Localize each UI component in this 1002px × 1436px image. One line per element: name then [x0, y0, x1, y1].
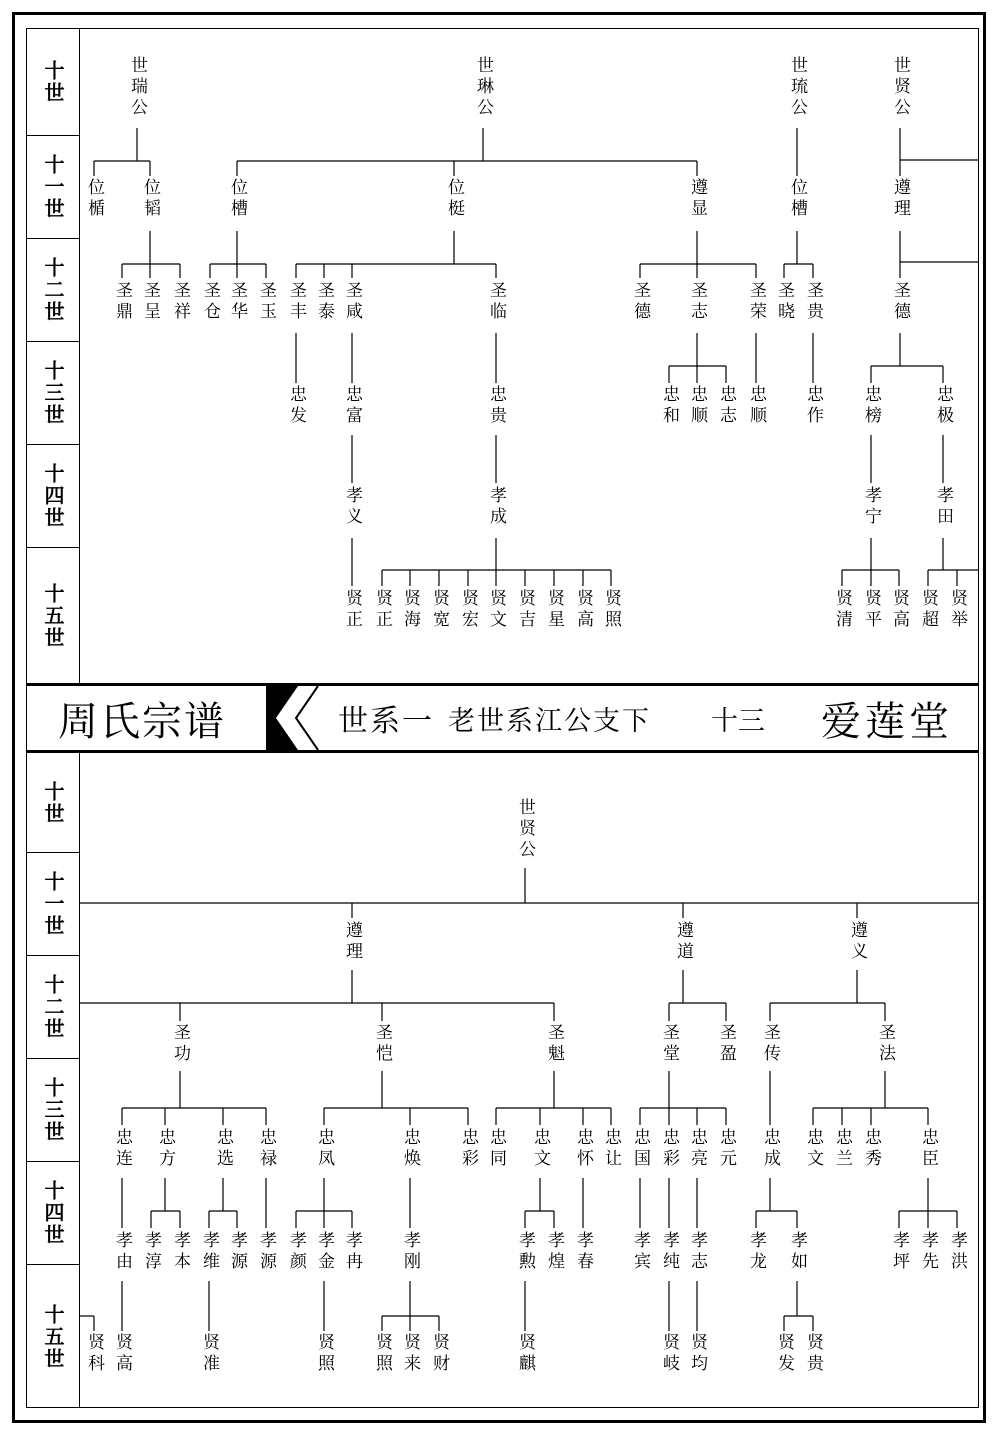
person-name: 孝颜	[286, 1231, 306, 1273]
person-name: 孝田	[933, 486, 953, 528]
person-name: 贤正	[372, 589, 392, 631]
generation-text: 十五世	[41, 1303, 65, 1370]
person-name: 孝义	[342, 486, 362, 528]
person-name: 圣法	[875, 1023, 895, 1065]
person-name: 忠凤	[314, 1128, 334, 1170]
family-tree-bottom	[80, 753, 979, 1408]
generation-label	[26, 1162, 80, 1265]
person-name: 贤发	[774, 1333, 794, 1375]
generation-label	[26, 342, 80, 445]
person-name: 圣传	[760, 1023, 780, 1065]
person-name: 忠让	[601, 1128, 621, 1170]
title-band	[26, 683, 979, 753]
person-name: 贤文	[486, 589, 506, 631]
person-name: 忠志	[716, 385, 736, 427]
person-name: 圣鼎	[112, 281, 132, 323]
person-name: 世贤公	[515, 798, 535, 861]
generation-label	[26, 445, 80, 548]
series-label: 世系一	[338, 704, 434, 739]
generation-label	[26, 853, 80, 956]
person-name: 圣德	[890, 281, 910, 323]
person-name: 忠兰	[832, 1128, 852, 1170]
person-name: 忠国	[630, 1128, 650, 1170]
person-name: 贤岐	[659, 1333, 679, 1375]
person-name: 圣魁	[544, 1023, 564, 1065]
generation-text: 十四世	[41, 463, 65, 529]
generation-label	[26, 1059, 80, 1162]
person-name: 贤平	[861, 589, 881, 631]
person-name: 孝春	[573, 1231, 593, 1273]
generation-text: 十四世	[41, 1180, 65, 1246]
generation-text: 十世	[41, 59, 65, 104]
person-name: 忠臣	[918, 1128, 938, 1170]
person-name: 忠顺	[746, 385, 766, 427]
generation-column-bottom	[26, 753, 80, 1408]
generation-column-top	[26, 28, 80, 683]
generation-text: 十三世	[41, 1077, 65, 1143]
person-name: 忠焕	[400, 1128, 420, 1170]
person-name: 位槽	[787, 178, 807, 220]
person-name: 贤海	[400, 589, 420, 631]
person-name: 世琳公	[473, 56, 493, 119]
generation-label	[26, 548, 80, 683]
generation-label	[26, 1265, 80, 1408]
generation-text: 十二世	[41, 974, 65, 1040]
person-name: 孝维	[199, 1231, 219, 1273]
person-name: 贤来	[400, 1333, 420, 1375]
person-name: 贤科	[84, 1333, 104, 1375]
person-name: 孝志	[687, 1231, 707, 1273]
person-name: 忠成	[760, 1128, 780, 1170]
person-name: 圣华	[227, 281, 247, 323]
person-name: 孝冉	[342, 1231, 362, 1273]
person-name: 世琉公	[787, 56, 807, 119]
person-name: 贤宏	[458, 589, 478, 631]
person-name: 圣泰	[314, 281, 334, 323]
person-name: 圣玉	[256, 281, 276, 323]
person-name: 圣荣	[746, 281, 766, 323]
person-name: 忠极	[933, 385, 953, 427]
person-name: 忠秀	[861, 1128, 881, 1170]
person-name: 圣堂	[659, 1023, 679, 1065]
person-name: 贤高	[112, 1333, 132, 1375]
person-name: 忠彩	[659, 1128, 679, 1170]
person-name: 贤高	[889, 589, 909, 631]
person-name: 贤贵	[803, 1333, 823, 1375]
person-name: 孝刚	[400, 1231, 420, 1273]
page-number: 十三	[711, 705, 765, 737]
book-title: 周氏宗谱	[58, 698, 226, 745]
person-name: 孝本	[170, 1231, 190, 1273]
generation-text: 十三世	[41, 360, 65, 426]
generation-text: 十二世	[41, 257, 65, 323]
person-name: 圣盈	[716, 1023, 736, 1065]
person-name: 贤高	[573, 589, 593, 631]
person-name: 忠富	[342, 385, 362, 427]
person-name: 圣志	[687, 281, 707, 323]
person-name: 位槽	[227, 178, 247, 220]
person-name: 孝洪	[947, 1231, 967, 1273]
person-name: 孝金	[314, 1231, 334, 1273]
person-name: 圣丰	[286, 281, 306, 323]
person-name: 贤麒	[515, 1333, 535, 1375]
generation-text: 十一世	[41, 871, 65, 937]
generation-label	[26, 136, 80, 239]
person-name: 忠和	[659, 385, 679, 427]
person-name: 忠贵	[486, 385, 506, 427]
generation-label	[26, 28, 80, 136]
person-name: 圣临	[486, 281, 506, 323]
generation-text: 十五世	[41, 582, 65, 649]
hall-name: 爱莲堂	[821, 698, 953, 745]
person-name: 贤星	[544, 589, 564, 631]
person-name: 忠文	[530, 1128, 550, 1170]
person-name: 孝宁	[861, 486, 881, 528]
person-name: 圣功	[170, 1023, 190, 1065]
person-name: 孝源	[256, 1231, 276, 1273]
person-name: 遵义	[847, 921, 867, 963]
family-tree-top	[80, 28, 979, 683]
person-name: 贤照	[372, 1333, 392, 1375]
person-name: 贤举	[947, 589, 967, 631]
person-name: 圣祥	[170, 281, 190, 323]
person-name: 圣仓	[200, 281, 220, 323]
arrow-tab-icon	[268, 686, 328, 750]
person-name: 孝坪	[889, 1231, 909, 1273]
person-name: 孝淳	[141, 1231, 161, 1273]
person-name: 忠连	[112, 1128, 132, 1170]
person-name: 贤宽	[429, 589, 449, 631]
person-name: 忠顺	[687, 385, 707, 427]
person-name: 位梃	[444, 178, 464, 220]
person-name: 贤吉	[515, 589, 535, 631]
person-name: 孝成	[486, 486, 506, 528]
person-name: 孝由	[112, 1231, 132, 1273]
person-name: 忠文	[803, 1128, 823, 1170]
person-name: 圣晓	[774, 281, 794, 323]
generation-label	[26, 753, 80, 853]
generation-text: 十一世	[41, 154, 65, 220]
person-name: 圣恺	[372, 1023, 392, 1065]
person-name: 忠榜	[861, 385, 881, 427]
person-name: 忠元	[716, 1128, 736, 1170]
person-name: 位韬	[140, 178, 160, 220]
person-name: 孝龙	[746, 1231, 766, 1273]
person-name: 孝煌	[544, 1231, 564, 1273]
person-name: 忠作	[803, 385, 823, 427]
person-name: 贤财	[429, 1333, 449, 1375]
person-name: 贤正	[342, 589, 362, 631]
person-name: 孝勲	[515, 1231, 535, 1273]
person-name: 圣咸	[342, 281, 362, 323]
person-name: 忠彩	[458, 1128, 478, 1170]
generation-label	[26, 956, 80, 1059]
person-name: 世贤公	[890, 56, 910, 119]
person-name: 孝源	[227, 1231, 247, 1273]
person-name: 忠选	[213, 1128, 233, 1170]
person-name: 忠怀	[573, 1128, 593, 1170]
person-name: 遵道	[673, 921, 693, 963]
person-name: 忠发	[286, 385, 306, 427]
person-name: 圣呈	[140, 281, 160, 323]
person-name: 忠方	[155, 1128, 175, 1170]
branch-label: 老世系江公支下	[448, 705, 651, 737]
person-name: 贤照	[314, 1333, 334, 1375]
person-name: 遵理	[342, 921, 362, 963]
generation-text: 十世	[41, 780, 65, 825]
person-name: 忠亮	[687, 1128, 707, 1170]
person-name: 贤清	[832, 589, 852, 631]
person-name: 孝宾	[630, 1231, 650, 1273]
person-name: 孝纯	[659, 1231, 679, 1273]
generation-label	[26, 239, 80, 342]
person-name: 孝如	[787, 1231, 807, 1273]
person-name: 遵理	[890, 178, 910, 220]
person-name: 贤准	[199, 1333, 219, 1375]
person-name: 遵显	[687, 178, 707, 220]
person-name: 贤超	[918, 589, 938, 631]
person-name: 位楯	[84, 178, 104, 220]
person-name: 忠禄	[256, 1128, 276, 1170]
person-name: 圣贵	[803, 281, 823, 323]
person-name: 贤均	[687, 1333, 707, 1375]
person-name: 世瑞公	[127, 56, 147, 119]
person-name: 圣德	[630, 281, 650, 323]
tree-lines-top	[80, 28, 979, 683]
person-name: 孝先	[918, 1231, 938, 1273]
person-name: 贤照	[601, 589, 621, 631]
person-name: 忠同	[486, 1128, 506, 1170]
